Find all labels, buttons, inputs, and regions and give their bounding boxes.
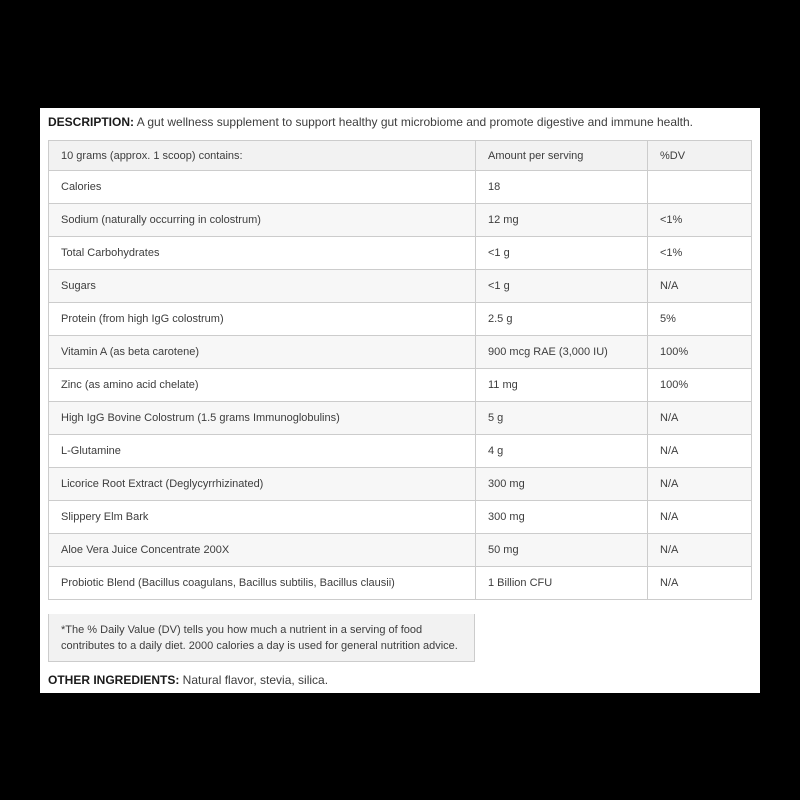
amount-cell: 2.5 g	[476, 303, 648, 336]
description-label: DESCRIPTION:	[48, 115, 135, 129]
table-row	[49, 270, 752, 303]
table-row	[49, 567, 752, 600]
amount-cell: 12 mg	[476, 204, 648, 237]
table-row	[49, 336, 752, 369]
nutrition-table-wrap	[48, 140, 752, 600]
amount-cell: <1 g	[476, 270, 648, 303]
supplement-facts-panel	[40, 108, 760, 693]
nutrient-name-cell: Probiotic Blend (Bacillus coagulans, Bacillus subtilis, Bacillus clausii)	[49, 567, 476, 600]
daily-value-footnote: *The % Daily Value (DV) tells you how much a nutrient in a serving of food contributes to a daily diet. 2000 calories a day is used for general nutrition advice.	[48, 614, 475, 662]
table-row	[49, 204, 752, 237]
amount-cell: 900 mcg RAE (3,000 IU)	[476, 336, 648, 369]
dv-cell: 100%	[648, 336, 752, 369]
dv-cell: N/A	[648, 270, 752, 303]
dv-cell: N/A	[648, 435, 752, 468]
amount-cell: 5 g	[476, 402, 648, 435]
dv-cell: N/A	[648, 468, 752, 501]
amount-cell: 300 mg	[476, 501, 648, 534]
amount-cell: 1 Billion CFU	[476, 567, 648, 600]
description-text: A gut wellness supplement to support healthy gut microbiome and promote digestive and immune health.	[134, 115, 694, 129]
table-row	[49, 534, 752, 567]
table-row	[49, 402, 752, 435]
amount-cell: 11 mg	[476, 369, 648, 402]
dv-cell: N/A	[648, 402, 752, 435]
nutrient-name-cell: Protein (from high IgG colostrum)	[49, 303, 476, 336]
nutrient-name-cell: Sugars	[49, 270, 476, 303]
nutrient-name-cell: Sodium (naturally occurring in colostrum)	[49, 204, 476, 237]
dv-cell: <1%	[648, 204, 752, 237]
table-row	[49, 468, 752, 501]
dv-cell	[648, 171, 752, 204]
nutrient-name-cell: Calories	[49, 171, 476, 204]
nutrient-name-cell: L-Glutamine	[49, 435, 476, 468]
nutrient-name-cell: Licorice Root Extract (Deglycyrrhizinated)	[49, 468, 476, 501]
table-row	[49, 171, 752, 204]
nutrient-name-cell: Vitamin A (as beta carotene)	[49, 336, 476, 369]
nutrient-name-cell: Zinc (as amino acid chelate)	[49, 369, 476, 402]
amount-cell: 50 mg	[476, 534, 648, 567]
dv-cell: N/A	[648, 567, 752, 600]
description-line	[48, 114, 748, 130]
nutrient-name-cell: Slippery Elm Bark	[49, 501, 476, 534]
header-amount-cell: Amount per serving	[476, 141, 648, 171]
header-dv-cell: %DV	[648, 141, 752, 171]
other-ingredients-text: Natural flavor, stevia, silica.	[179, 673, 329, 687]
other-ingredients-line	[48, 672, 748, 688]
table-row	[49, 501, 752, 534]
table-header-row	[49, 141, 752, 171]
dv-cell: N/A	[648, 501, 752, 534]
nutrient-name-cell: High IgG Bovine Colostrum (1.5 grams Immunoglobulins)	[49, 402, 476, 435]
dv-cell: N/A	[648, 534, 752, 567]
table-row	[49, 369, 752, 402]
dv-cell: 5%	[648, 303, 752, 336]
nutrition-table	[48, 140, 752, 600]
table-row	[49, 237, 752, 270]
amount-cell: 18	[476, 171, 648, 204]
amount-cell: 4 g	[476, 435, 648, 468]
nutrient-name-cell: Total Carbohydrates	[49, 237, 476, 270]
dv-cell: <1%	[648, 237, 752, 270]
table-row	[49, 303, 752, 336]
other-ingredients-label: OTHER INGREDIENTS:	[48, 673, 180, 687]
amount-cell: <1 g	[476, 237, 648, 270]
nutrient-name-cell: Aloe Vera Juice Concentrate 200X	[49, 534, 476, 567]
dv-cell: 100%	[648, 369, 752, 402]
table-row	[49, 435, 752, 468]
header-serving-cell: 10 grams (approx. 1 scoop) contains:	[49, 141, 476, 171]
amount-cell: 300 mg	[476, 468, 648, 501]
